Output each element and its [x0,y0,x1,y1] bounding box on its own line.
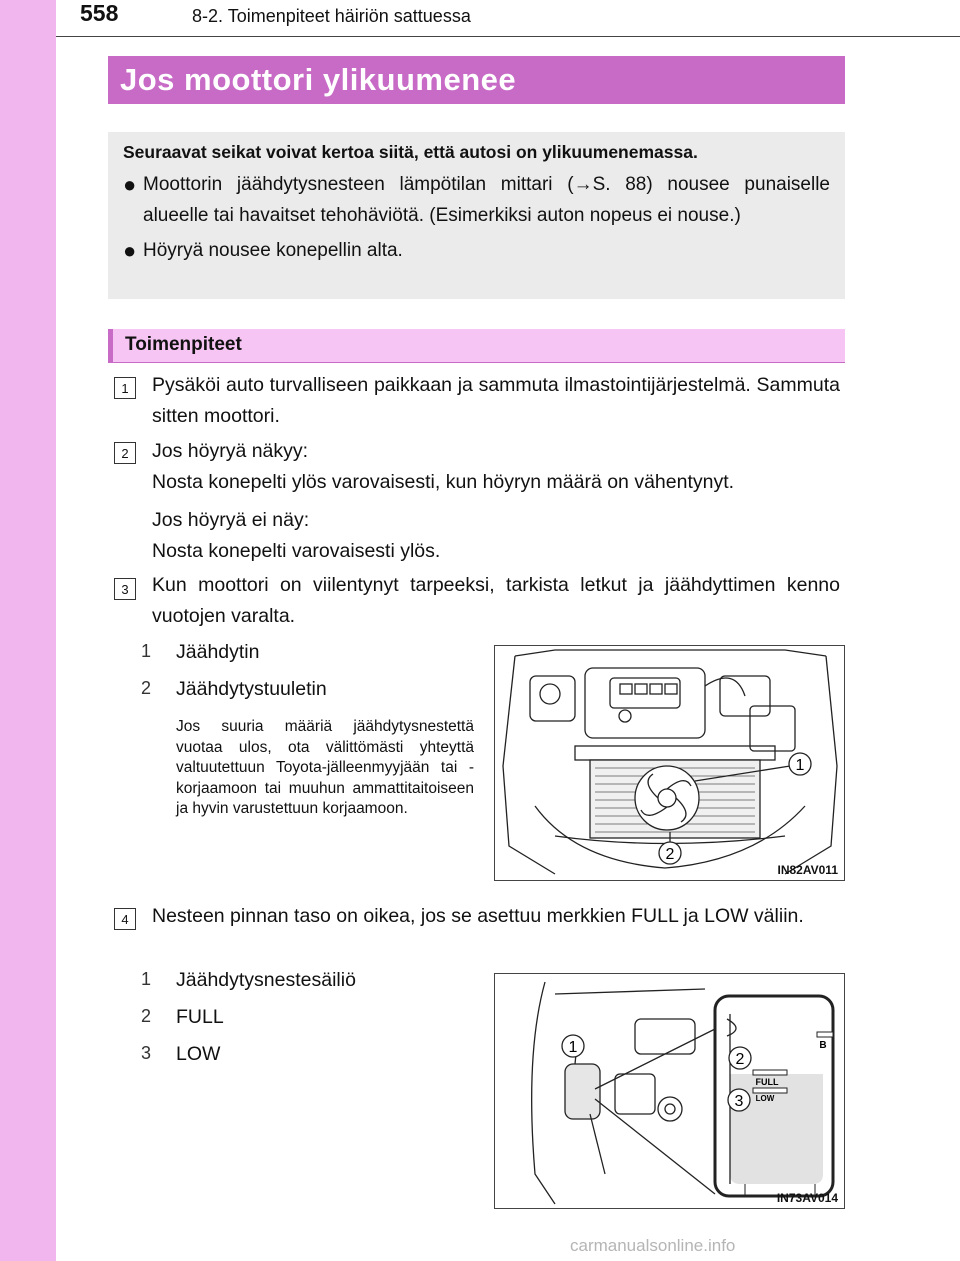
info-bullet-text: Höyryä nousee konepellin alta. [143,240,403,261]
engine-bay-illustration [494,645,845,881]
step-number-2: 2 [114,442,136,464]
info-bullet [123,169,830,231]
page-title: Jos moottori ylikuumenee [108,56,845,104]
callout-marker [728,1089,750,1111]
legend-label-low: LOW [176,1043,221,1065]
engine-bay-drawing [495,646,845,881]
callout-marker [659,842,681,864]
reservoir-mark-full: FULL [755,1077,779,1087]
legend-number: 1 [141,969,152,989]
side-color-strip [0,0,56,1261]
bullet-icon: ● [123,238,137,263]
callout-label: 1 [568,1039,578,1056]
legend-label-full: FULL [176,1006,224,1028]
reservoir-mark-b: B [819,1040,827,1051]
step-number-1: 1 [114,377,136,399]
leak-warning-note: Jos suuria määriä jäähdytysnestettä vuotaa ulos, ota välittömästi yhteyttä valtuutettuun Toyota-jälleenmyyjään tai -korjaamoon tai muuhun ammattitaitoiseen ja hyvin varustettuun korjaamoon. [176,718,474,817]
legend-label-radiator: Jäähdytin [176,641,260,663]
info-bullet [123,235,830,266]
step-number-4: 4 [114,908,136,930]
info-bullet-text: Moottorin jäähdytysnesteen lämpötilan mittari (→S. 88) nousee punaiselle alueelle tai havaitset tehohäviötä. (Esimerkiksi auton nopeus ei nouse.) [143,174,830,226]
figure-code: IN82AV011 [777,863,838,877]
page-number: 558 [80,0,119,26]
figure-code: IN73AV014 [776,1191,838,1205]
callout-marker [729,1047,751,1069]
callout-label: 2 [735,1051,745,1068]
callout-label: 2 [665,846,675,863]
step-4-text: Nesteen pinnan taso on oikea, jos se asettuu merkkien FULL ja LOW väliin. [152,905,804,927]
legend-number: 1 [141,641,152,661]
legend-number: 2 [141,1006,152,1026]
section-header: 8-2. Toimenpiteet häiriön sattuessa [192,6,471,26]
coolant-reservoir-illustration [494,973,845,1209]
step-2-text-b: Nosta konepelti ylös varovaisesti, kun höyryn määrä on vähentynyt. [152,471,735,493]
callout-marker [789,753,811,775]
symptom-info-box [108,132,845,299]
section-title: Toimenpiteet [108,329,845,363]
reservoir-mark-low: LOW [755,1094,775,1103]
step-1-text: Pysäköi auto turvalliseen paikkaan ja sammuta ilmastointijärjestelmä. Sammuta sitten moottori. [152,374,840,427]
step-2-text-d: Nosta konepelti varovaisesti ylös. [152,540,441,562]
legend-number: 3 [141,1043,152,1063]
callout-label: 3 [734,1093,744,1110]
step-number-3: 3 [114,578,136,600]
header-divider [56,36,960,37]
watermark: carmanualsonline.info [570,1236,736,1255]
legend-label-reservoir: Jäähdytysnestesäiliö [176,969,356,991]
callout-label: 1 [795,757,805,774]
step-2-text-c: Jos höyryä ei näy: [152,509,310,531]
callout-marker [562,1035,584,1057]
step-2-text-a: Jos höyryä näkyy: [152,440,309,462]
info-lead: Seuraavat seikat voivat kertoa siitä, että autosi on ylikuumenemassa. [123,142,698,162]
legend-number: 2 [141,678,152,698]
coolant-reservoir-drawing [495,974,845,1209]
bullet-icon: ● [123,172,137,197]
step-3-text: Kun moottori on viilentynyt tarpeeksi, tarkista letkut ja jäähdyttimen kenno vuotojen varalta. [152,574,840,627]
legend-label-cooling-fan: Jäähdytystuuletin [176,678,327,700]
